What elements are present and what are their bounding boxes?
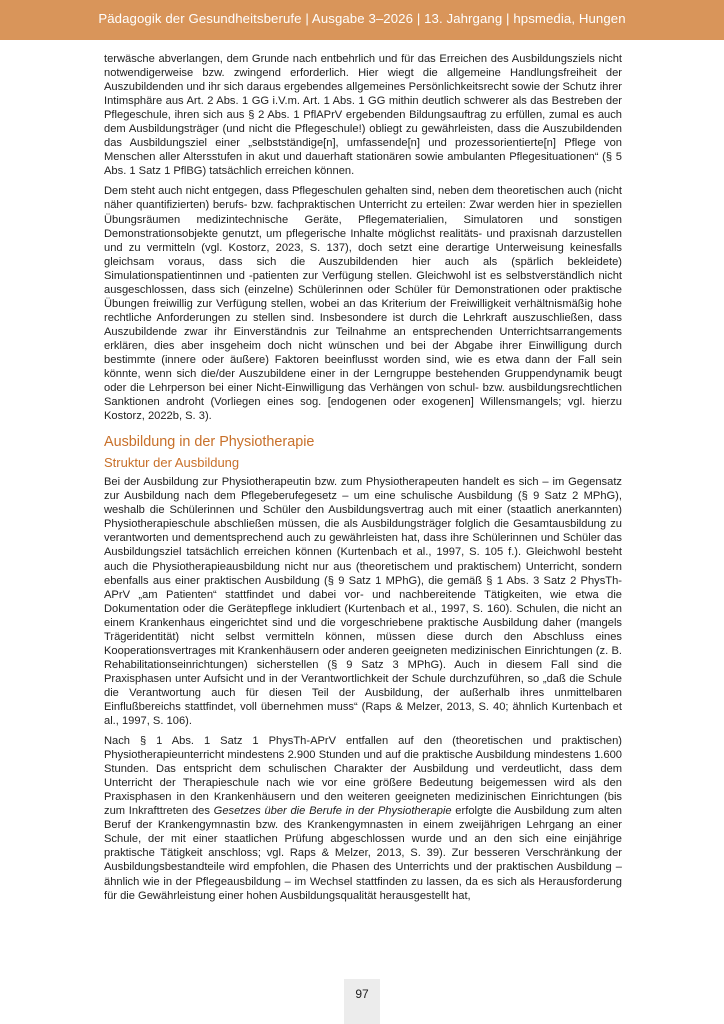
paragraph-4-text-start: Nach § 1 Abs. 1 Satz 1 PhysTh-APrV entfallen auf den (theoretischen und praktischen) Physiotherapieunterricht mindestens 2.900 Stunden und auf die praktische Ausbildung mindestens 1.600 Stunden. Das entspricht dem schulischen Charakter der Ausbildung und verdeutlicht, dass dem Unterricht der Therapieschule nach wie vor eine größere Bedeutung beigemessen wird als den Praxisphasen in den Krankenhäusern und den weiteren geeigneten medizinischen Einrichtungen (bis zum Inkrafttreten des xyxy=(104,735,622,818)
journal-header-bar xyxy=(0,0,724,40)
paragraph-3: Bei der Ausbildung zur Physiotherapeutin bzw. zum Physiotherapeuten handelt es sich – im Gegensatz zur Ausbildung nach dem Pflegeberufegesetz – um eine schulische Ausbildung (§ 9 Satz 2 MPhG), weshalb die Schülerinnen und Schüler den Ausbildungsvertrag auch mit einer (staatlich anerkannten) Physiotherapieschule abschließen müssen, die als Ausbildungsträger folglich die Gesamtausbildung zu verantworten und dementsprechend auch zu gewährleisten hat, dass ihre Schülerinnen und Schüler das Ausbildungsziel tatsächlich erreichen können (Kurtenbach et al., 1997, S. 105 f.). Gleichwohl besteht auch die Physiotherapieausbildung nicht nur aus (theoretischem und praktischem) Unterricht, sondern ebenfalls aus einer praktischen Ausbildung (§ 9 Satz 1 MPhG), die gemäß § 1 Abs. 3 Satz 2 PhysTh-APrV „am Patienten“ stattfindet und dabei vor- und nachbereitende Tätigkeiten, wie etwa die Dokumentation oder die Gerätepflege inkludiert (Kurtenbach et al., 1997, S. 160). Schulen, die nicht an einem Krankenhaus eingerichtet sind und die vorgeschriebene praktische Ausbildung daher (mangels Trägeridentität) nicht selbst vermitteln können, müssen diese durch den Abschluss eines Kooperationsvertrages mit Krankenhäusern oder anderen geeigneten medizinischen Einrichtungen (z. B. Rehabilitationseinrichtungen) sicherstellen (§ 9 Satz 3 MPhG). Auch in diesem Fall sind die Praxisphasen unter Aufsicht und in der Verantwortlichkeit der Schule durchzuführen, so „daß die Schule die Verantwortung auch für diesen Teil der Ausbildung, der außerhalb ihres unmittelbaren Einflußbereichs stattfindet, voll übernehmen muss“ (Raps & Melzer, 2013, S. 40; ähnlich Kurtenbach et al., 1997, S. 106). xyxy=(104,476,622,728)
paragraph-4-text-end: erfolgte die Ausbildung zum alten Beruf der Krankengymnastin bzw. des Krankengymnasten in einem zweijährigen Lehrgang an einer Schule, der mit einer staatlichen Prüfung abgeschlossen wurde und an den sich eine einjährige praktische Tätigkeit anschloss; vgl. Raps & Melzer, 2013, S. 39). Zur besseren Verschränkung der Ausbildungsbestandteile wird empfohlen, die Phasen des Unterrichts und der praktischen Ausbildung – ähnlich wie in der Pflegeausbildung – im Wechsel stattfinden zu lassen, da es sich als Herausforderung für die Gewährleistung einer hohen Ausbildungsqualität herausgestellt hat, xyxy=(104,805,622,902)
journal-header-text: Pädagogik der Gesundheitsberufe | Ausgabe 3–2026 | 13. Jahrgang | hpsmedia, Hungen xyxy=(98,11,626,26)
page-number-box xyxy=(344,979,380,1024)
paragraph-4 xyxy=(104,734,622,903)
paragraph-1: terwäsche abverlangen, dem Grunde nach entbehrlich und für das Erreichen des Ausbildungsziels nicht notwendigerweise bzw. zwingend erforderlich. Hier wiegt die allgemeine Handlungsfreiheit der Auszubildenden und ihr sich daraus ergebendes allgemeines Persönlichkeitsrecht sowie der Schutz ihrer Intimsphäre aus Art. 2 Abs. 1 GG i.V.m. Art. 1 Abs. 1 GG mithin deutlich schwerer als das Bestreben der Pflegeschule, ihren sich aus § 2 Abs. 1 PflAPrV ergebenden Bildungsauftrag zu erfüllen, zumal es auch dem Ausbildungsträger (und nicht die Pflegeschule!) obliegt zu gewährleisten, dass die Auszubildenden das Ausbildungsziel einer „selbstständige[n], umfassende[n] und prozessorientierte[n] Pflege von Menschen aller Altersstufen in akut und dauerhaft stationären sowie ambulanten Pflegesituationen“ (§ 5 Abs. 1 Satz 1 PflBG) tatsächlich erreichen können. xyxy=(104,53,622,178)
page-number: 97 xyxy=(355,987,369,1001)
article-body xyxy=(104,52,622,909)
subsection-heading: Struktur der Ausbildung xyxy=(104,455,240,471)
section-heading: Ausbildung in der Physiotherapie xyxy=(104,434,315,451)
paragraph-2: Dem steht auch nicht entgegen, dass Pflegeschulen gehalten sind, neben dem theoretischen auch (nicht näher quantifizierten) berufs- bzw. fachpraktischen Unterricht zu erteilen: Zwar werden hier in speziellen Übungsräumen medizintechnische Geräte, Pflegematerialien, Simulatoren und sonstigen Demonstrationsobjekte genutzt, um pflegerische Inhalte möglichst realitäts- und praxisnah darzustellen und zu vermitteln (vgl. Kostorz, 2023, S. 137), doch setzt eine derartige Unterweisung keinesfalls gleichsam voraus, dass sich die Auszubildenden hier auch als (spärlich bekleidete) Simulationspatientinnen und -patienten zur Verfügung stellen. Gleichwohl ist es selbstverständlich nicht ausgeschlossen, dass sich (einzelne) Schülerinnen oder Schüler für Demonstrationen oder praktische Übungen freiwillig zur Verfügung stellen, wobei an das Kriterium der Freiwilligkeit verhältnismäßig hohe rechtliche Anforderungen zu stellen sind. Insbesondere ist durch die Lehrkraft auszuschließen, dass Auszubildende zwar ihr Einverständnis zur Teilnahme an entsprechenden Unterrichtsarrangements erklären, dies aber insgeheim doch nicht wünschen und bei der Abgabe ihrer Einwilligung durch bestimmte (innere oder äußere) Faktoren beeinflusst worden sind, wie es etwa dann der Fall sein könnte, wenn sich die/der Auszubildene einer in der Lerngruppe bestehenden Gruppendynamik beugt oder die Lehrperson bei einer Nicht-Einwilligung das Verhängen von schul- bzw. ausbildungsrechtlichen Sanktionen androht (Vorliegen eines sog. [endogenen oder exogenen] Willensmangels; vgl. hierzu Kostorz, 2022b, S. 3). xyxy=(104,185,622,423)
law-title-italic: Gesetzes über die Berufe in der Physiotherapie xyxy=(213,805,452,818)
